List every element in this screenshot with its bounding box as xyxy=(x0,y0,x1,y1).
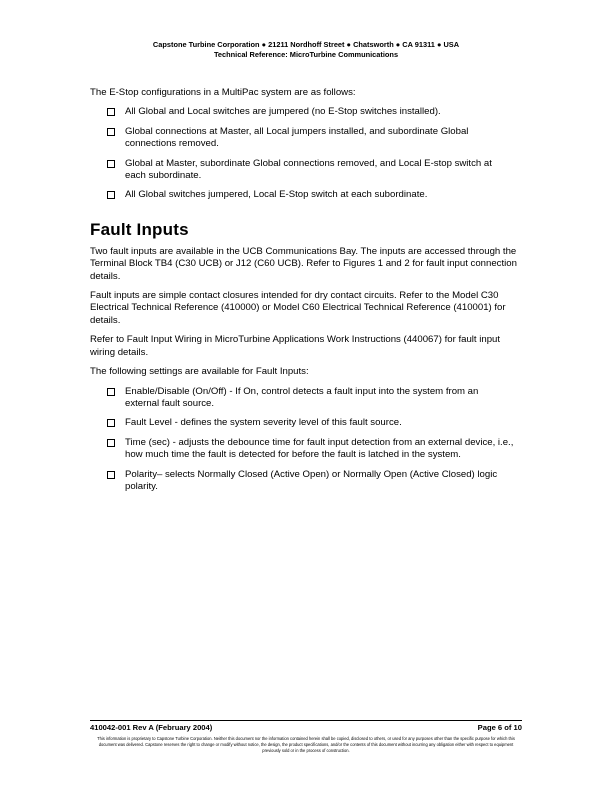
footer-divider xyxy=(90,720,522,721)
list-item xyxy=(107,469,522,494)
list-item xyxy=(107,158,522,183)
header-doc-title: Technical Reference: MicroTurbine Communications xyxy=(213,50,399,59)
list-item xyxy=(107,437,522,462)
estop-list xyxy=(90,106,522,201)
page-header xyxy=(0,40,612,60)
paragraph: Two fault inputs are available in the UCB Communications Bay. The inputs are accessed through the Terminal Block TB4 (C30 UCB) or J12 (C60 UCB). Refer to Figures 1 and 2 for fault input connection details. xyxy=(90,245,517,282)
footer-doc-id: 410042-001 Rev A (February 2004) xyxy=(90,723,213,732)
list-item xyxy=(107,417,522,429)
checkbox-bullet-icon xyxy=(107,160,115,168)
header-company-address: Capstone Turbine Corporation ● 21211 Nordhoff Street ● Chatsworth ● CA 91311 ● USA xyxy=(152,40,460,49)
paragraph: The following settings are available for Fault Inputs: xyxy=(90,366,309,378)
checkbox-bullet-icon xyxy=(107,191,115,199)
checkbox-bullet-icon xyxy=(107,128,115,136)
list-item xyxy=(107,126,522,151)
list-item xyxy=(107,189,522,201)
list-item-text: All Global and Local switches are jumpered (no E-Stop switches installed). xyxy=(125,106,441,118)
list-item-text: Global connections at Master, all Local jumpers installed, and subordinate Global connections removed. xyxy=(125,125,469,150)
list-item xyxy=(107,106,522,118)
paragraph: Fault inputs are simple contact closures intended for dry contact circuits. Refer to the Model C30 Electrical Technical Reference (410000) or Model C60 Electrical Technical Reference (410001) for details. xyxy=(90,290,506,326)
list-item xyxy=(107,386,522,411)
footer-page-number: Page 6 of 10 xyxy=(477,723,522,732)
checkbox-bullet-icon xyxy=(107,471,115,479)
list-item-text: Fault Level - defines the system severity level of this fault source. xyxy=(125,417,402,429)
checkbox-bullet-icon xyxy=(107,419,115,427)
footer-proprietary-notice: This information is proprietary to Capstone Turbine Corporation. Neither this document nor the information contained herein shall be copied, disclosed to others, or used for any purposes other than the specific purpose for which this document was delivered. Capstone reserves the right to change or modify without notice, the design, the product specifications, and/or the contents of this document without incurring any obligation either with respect to equipment previously sold or in the process of construction. xyxy=(97,736,515,754)
list-item-text: Enable/Disable (On/Off) - If On, control detects a fault input into the system from an external fault source. xyxy=(125,385,479,409)
list-item-text: All Global switches jumpered, Local E-Stop switch at each subordinate. xyxy=(125,189,428,201)
paragraph: Refer to Fault Input Wiring in MicroTurbine Applications Work Instructions (440067) for fault input wiring details. xyxy=(90,334,501,358)
list-item-text: Time (sec) - adjusts the debounce time for fault input detection from an external device, i.e., how much time the fault is detected for before the fault is latched in the system. xyxy=(125,436,514,461)
page-content xyxy=(90,87,522,500)
list-item-text: Global at Master, subordinate Global connections removed, and Local E-stop switch at each subordinate. xyxy=(125,157,492,182)
section-heading: Fault Inputs xyxy=(90,219,189,239)
checkbox-bullet-icon xyxy=(107,439,115,447)
list-item-text: Polarity– selects Normally Closed (Active Open) or Normally Open (Active Closed) logic polarity. xyxy=(125,468,498,492)
checkbox-bullet-icon xyxy=(107,388,115,396)
checkbox-bullet-icon xyxy=(107,108,115,116)
estop-intro: The E-Stop configurations in a MultiPac system are as follows: xyxy=(90,87,356,98)
fault-settings-list xyxy=(90,386,522,494)
